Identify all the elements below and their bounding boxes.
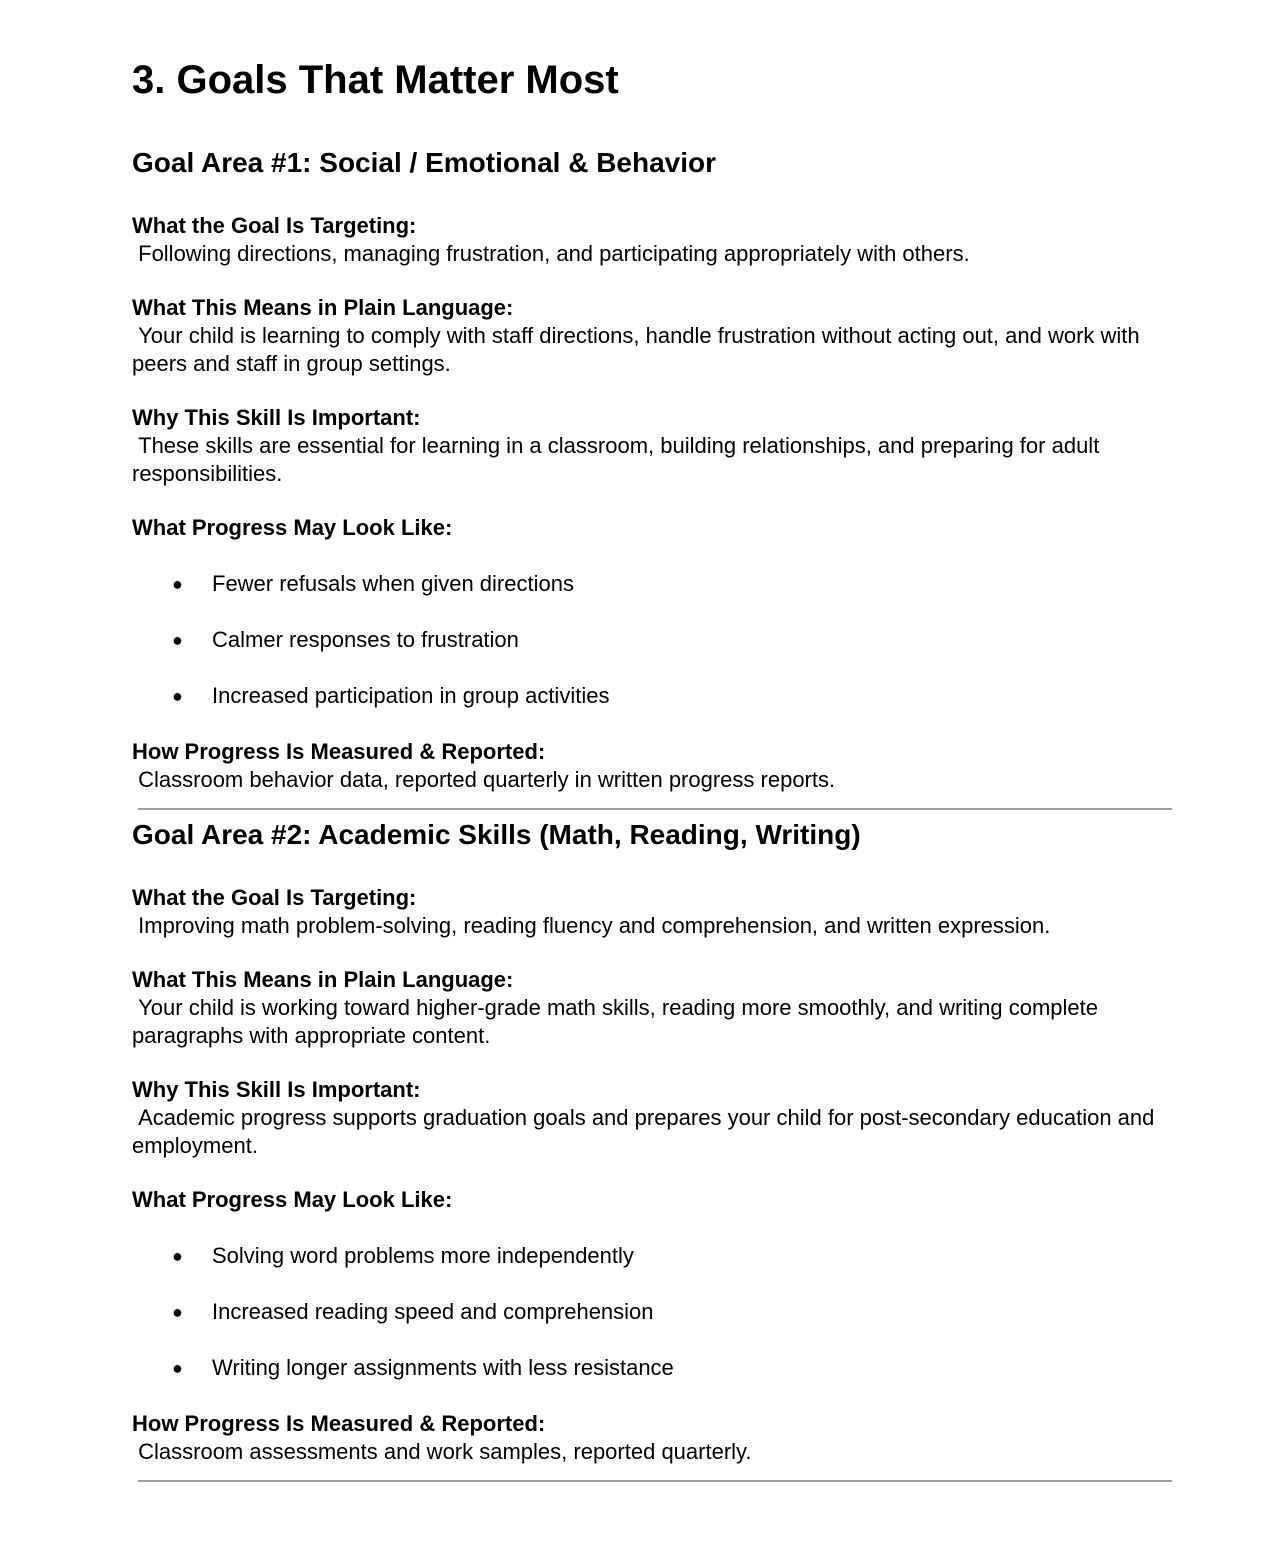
- plain-language-text: Your child is learning to comply with staff directions, handle frustration without acting out, and work with peers and staff in group settings.: [132, 323, 1146, 376]
- progress-list: [132, 1242, 1178, 1382]
- page-title: 3. Goals That Matter Most: [132, 58, 619, 102]
- bullet-icon: ●: [172, 686, 183, 706]
- list-item: [132, 1354, 1178, 1382]
- goal-area-1: [132, 146, 1178, 810]
- progress-list: [132, 570, 1178, 710]
- plain-language-label: What This Means in Plain Language:: [132, 967, 514, 992]
- list-item-text: Solving word problems more independently: [212, 1243, 634, 1268]
- targeting-section: [132, 884, 1178, 940]
- importance-label: Why This Skill Is Important:: [132, 1077, 421, 1102]
- measured-text: Classroom behavior data, reported quarterly in written progress reports.: [132, 767, 836, 792]
- plain-language-text: Your child is working toward higher-grade math skills, reading more smoothly, and writing complete paragraphs with appropriate content.: [132, 995, 1105, 1048]
- measured-section: [132, 738, 1178, 794]
- targeting-label: What the Goal Is Targeting:: [132, 213, 417, 238]
- plain-language-section: [132, 966, 1178, 1050]
- list-item-text: Writing longer assignments with less resistance: [212, 1355, 674, 1380]
- list-item-text: Increased reading speed and comprehension: [212, 1299, 654, 1324]
- list-item: [132, 1242, 1178, 1270]
- importance-section: [132, 404, 1178, 488]
- list-item-text: Increased participation in group activities: [212, 683, 610, 708]
- importance-label: Why This Skill Is Important:: [132, 405, 421, 430]
- importance-text: Academic progress supports graduation goals and prepares your child for post-secondary education and employment.: [132, 1105, 1161, 1158]
- list-item: [132, 1298, 1178, 1326]
- section-divider: [138, 1480, 1172, 1482]
- targeting-text: Improving math problem-solving, reading fluency and comprehension, and written expression.: [132, 913, 1051, 938]
- bullet-icon: ●: [172, 630, 183, 650]
- measured-section: [132, 1410, 1178, 1466]
- plain-language-section: [132, 294, 1178, 378]
- targeting-section: [132, 212, 1178, 268]
- progress-label: What Progress May Look Like:: [132, 515, 453, 540]
- bullet-icon: ●: [172, 1246, 183, 1266]
- measured-label: How Progress Is Measured & Reported:: [132, 1411, 546, 1436]
- bullet-icon: ●: [172, 574, 183, 594]
- goal-area-2: [132, 818, 1178, 1482]
- goal-heading: Goal Area #1: Social / Emotional & Behavior: [132, 147, 717, 178]
- targeting-label: What the Goal Is Targeting:: [132, 885, 417, 910]
- list-item-text: Calmer responses to frustration: [212, 627, 519, 652]
- measured-label: How Progress Is Measured & Reported:: [132, 739, 546, 764]
- bullet-icon: ●: [172, 1302, 183, 1322]
- plain-language-label: What This Means in Plain Language:: [132, 295, 514, 320]
- list-item: [132, 626, 1178, 654]
- goal-heading: Goal Area #2: Academic Skills (Math, Reading, Writing): [132, 819, 861, 850]
- progress-label: What Progress May Look Like:: [132, 1187, 453, 1212]
- targeting-text: Following directions, managing frustration, and participating appropriately with others.: [132, 241, 970, 266]
- list-item-text: Fewer refusals when given directions: [212, 571, 574, 596]
- importance-text: These skills are essential for learning in a classroom, building relationships, and preparing for adult responsibilities.: [132, 433, 1106, 486]
- bullet-icon: ●: [172, 1358, 183, 1378]
- section-divider: [138, 808, 1172, 810]
- list-item: [132, 682, 1178, 710]
- measured-text: Classroom assessments and work samples, reported quarterly.: [132, 1439, 752, 1464]
- importance-section: [132, 1076, 1178, 1160]
- list-item: [132, 570, 1178, 598]
